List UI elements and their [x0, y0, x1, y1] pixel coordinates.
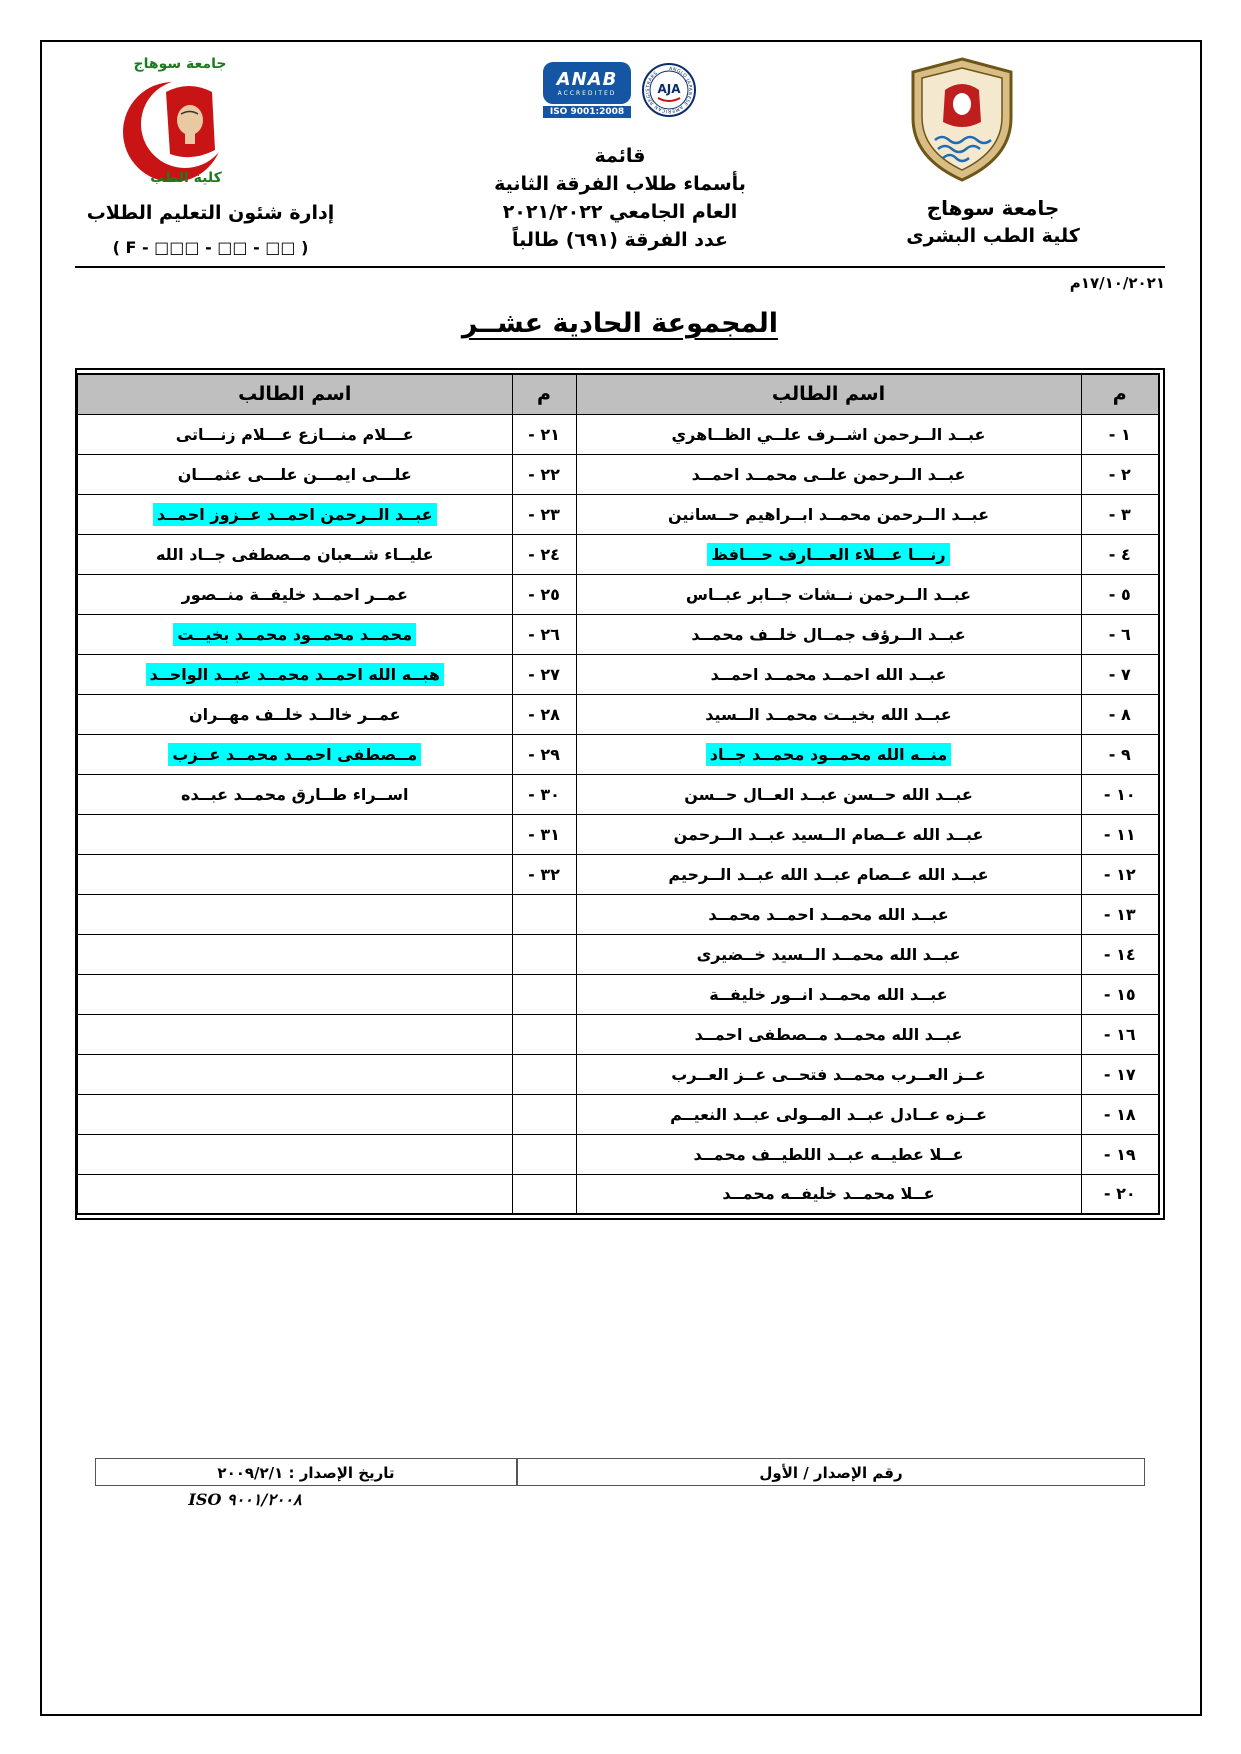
- student-name-text: عبــد الله محمــد مــصطفى احمــد: [694, 1024, 963, 1044]
- student-name-cell: [576, 494, 1081, 534]
- student-name-text: رنـــا عـــلاء العـــارف حـــافظ: [707, 543, 949, 566]
- student-name-cell: [77, 414, 512, 454]
- aja-ring-text: ANGLO JAPANESE AMERICAN REGISTRARS: [645, 66, 693, 114]
- shield-pharaoh-icon: [905, 56, 1020, 184]
- issue-number: رقم الإصدار / الأول: [517, 1458, 1145, 1486]
- student-number-cell: ٢٦ -: [512, 614, 576, 654]
- student-name-cell: [576, 454, 1081, 494]
- university-name: جامعة سوهاج: [926, 196, 1060, 220]
- student-number-cell: ٢٣ -: [512, 494, 576, 534]
- student-number-cell: ٥ -: [1081, 574, 1159, 614]
- student-number-cell: ٦ -: [1081, 614, 1159, 654]
- faculty-name: كلية الطب البشرى: [906, 225, 1080, 247]
- student-name-text: [291, 956, 299, 960]
- table-row: [77, 854, 1159, 894]
- student-name-text: عبــد الله حــسن عبــد العــال حــسن: [684, 784, 973, 804]
- student-number-cell: [512, 1094, 576, 1134]
- student-number-cell: ٢٧ -: [512, 654, 576, 694]
- student-number-cell: [512, 894, 576, 934]
- table-row: [77, 1134, 1159, 1174]
- aja-label: AJA: [657, 82, 681, 96]
- university-shield-logo: [905, 56, 1020, 184]
- student-name-text: [291, 1156, 299, 1160]
- class-count: عدد الفرقة (٦٩١) طالباً: [512, 229, 728, 251]
- student-name-cell: [77, 814, 512, 854]
- table-row: [77, 934, 1159, 974]
- department-line: إدارة شئون التعليم الطلاب: [86, 202, 335, 224]
- table-row: [77, 574, 1159, 614]
- table-row: [77, 494, 1159, 534]
- student-number-cell: ١٨ -: [1081, 1094, 1159, 1134]
- table-row: [77, 774, 1159, 814]
- list-word: قائمة: [594, 145, 646, 167]
- col-header-num-right: م: [1081, 374, 1159, 414]
- student-name-text: عبــد الله عــصام عبــد الله عبــد الــرحيم: [668, 864, 989, 884]
- table-row: [77, 1014, 1159, 1054]
- student-name-text: [291, 916, 299, 920]
- student-name-cell: [576, 614, 1081, 654]
- table-row: [77, 1174, 1159, 1214]
- student-name-text: عبــد الــرؤف جمــال خلــف محمــد: [691, 624, 966, 644]
- table-row: [77, 414, 1159, 454]
- student-name-cell: [77, 1094, 512, 1134]
- student-number-cell: ٢٠ -: [1081, 1174, 1159, 1214]
- student-name-cell: [576, 734, 1081, 774]
- student-name-cell: [77, 894, 512, 934]
- student-number-cell: ٤ -: [1081, 534, 1159, 574]
- student-number-cell: ١٢ -: [1081, 854, 1159, 894]
- logo-university-text: جامعة سوهاج: [133, 56, 227, 72]
- student-name-text: عبــد الــرحمن اشــرف علــي الظــاهري: [671, 424, 986, 444]
- student-name-cell: [576, 854, 1081, 894]
- student-name-text: [291, 1116, 299, 1120]
- student-name-cell: [576, 1174, 1081, 1214]
- students-table: [75, 368, 1165, 1220]
- student-number-cell: [512, 974, 576, 1014]
- student-name-text: عبــد الله محمــد الــسيد خــضيرى: [696, 944, 961, 964]
- student-name-cell: [77, 734, 512, 774]
- table-row: [77, 534, 1159, 574]
- anab-accredited-label: ACCREDITED: [557, 90, 617, 97]
- table-header-row: [77, 374, 1159, 414]
- student-name-text: [291, 876, 299, 880]
- student-name-cell: [576, 1054, 1081, 1094]
- student-number-cell: ١٥ -: [1081, 974, 1159, 1014]
- student-name-text: عليــاء شــعبان مــصطفى جــاد الله: [155, 544, 434, 564]
- aja-logo: [641, 62, 697, 122]
- student-number-cell: ١ -: [1081, 414, 1159, 454]
- header-divider: [75, 266, 1165, 268]
- student-name-cell: [576, 1134, 1081, 1174]
- student-number-cell: ٢ -: [1081, 454, 1159, 494]
- table-row: [77, 734, 1159, 774]
- student-name-text: [291, 1195, 299, 1199]
- document-date: ١٧/١٠/٢٠٢١م: [1069, 274, 1165, 292]
- student-name-text: [291, 1076, 299, 1080]
- student-name-cell: [576, 974, 1081, 1014]
- header-center-block: [425, 62, 815, 254]
- student-name-cell: [77, 534, 512, 574]
- table-row: [77, 814, 1159, 854]
- student-name-text: عبــد الــرحمن علــى محمــد احمــد: [691, 464, 966, 484]
- certification-logos: [425, 62, 815, 142]
- student-name-cell: [576, 934, 1081, 974]
- student-name-text: عــلا محمــد خليفــه محمــد: [722, 1184, 935, 1204]
- table-row: [77, 1094, 1159, 1134]
- student-name-cell: [77, 454, 512, 494]
- student-number-cell: [512, 1134, 576, 1174]
- student-name-cell: [576, 814, 1081, 854]
- student-number-cell: ١٣ -: [1081, 894, 1159, 934]
- student-name-text: عبــد الله محمــد انــور خليفــة: [709, 984, 948, 1004]
- issue-date: تاريخ الإصدار : ٢٠٠٩/٢/١: [95, 1458, 517, 1486]
- student-name-text: [291, 1036, 299, 1040]
- student-number-cell: ٢١ -: [512, 414, 576, 454]
- group-title: المجموعة الحادية عشــر: [461, 308, 779, 339]
- student-number-cell: ٣١ -: [512, 814, 576, 854]
- student-number-cell: ١١ -: [1081, 814, 1159, 854]
- student-name-cell: [77, 694, 512, 734]
- table-row: [77, 454, 1159, 494]
- student-name-cell: [77, 614, 512, 654]
- student-name-text: عبــد الله محمــد احمــد محمــد: [708, 904, 949, 924]
- table-row: [77, 694, 1159, 734]
- student-name-cell: [576, 574, 1081, 614]
- student-name-text: عمــر خالــد خلــف مهــران: [188, 704, 401, 724]
- student-name-cell: [77, 654, 512, 694]
- student-number-cell: ١٠ -: [1081, 774, 1159, 814]
- table-row: [77, 974, 1159, 1014]
- iso-note: ISO ٩٠٠١/٢٠٠٨: [188, 1490, 302, 1509]
- student-name-cell: [576, 1014, 1081, 1054]
- student-number-cell: ١٩ -: [1081, 1134, 1159, 1174]
- student-name-text: علـــى ايمـــن علـــى عثمـــان: [177, 464, 412, 484]
- student-name-text: عــلا عطيــه عبــد اللطيــف محمــد: [693, 1144, 964, 1164]
- faculty-crescent-logo: [88, 52, 273, 192]
- student-number-cell: ٢٩ -: [512, 734, 576, 774]
- student-name-cell: [576, 774, 1081, 814]
- student-name-text: عمــر احمــد خليفــة منــصور: [181, 584, 408, 604]
- student-name-text: محمــد محمــود محمــد بخيــت: [173, 623, 416, 646]
- student-number-cell: [512, 1174, 576, 1214]
- col-header-name-right: اسم الطالب: [576, 374, 1081, 414]
- student-number-cell: ١٤ -: [1081, 934, 1159, 974]
- student-name-cell: [77, 854, 512, 894]
- aja-seal-icon: [641, 62, 697, 118]
- student-number-cell: ٣٢ -: [512, 854, 576, 894]
- student-name-text: عبــد الله عــصام الــسيد عبــد الــرحمن: [673, 824, 984, 844]
- student-name-cell: [77, 1054, 512, 1094]
- student-name-text: [291, 836, 299, 840]
- student-name-cell: [77, 1174, 512, 1214]
- student-number-cell: ٣٠ -: [512, 774, 576, 814]
- table-row: [77, 654, 1159, 694]
- student-name-text: منــه الله محمــود محمــد جــاد: [706, 743, 951, 766]
- student-number-cell: ٢٥ -: [512, 574, 576, 614]
- student-number-cell: ٩ -: [1081, 734, 1159, 774]
- col-header-num-left: م: [512, 374, 576, 414]
- table-row: [77, 1054, 1159, 1094]
- student-number-cell: ١٧ -: [1081, 1054, 1159, 1094]
- anab-badge: [543, 62, 631, 104]
- student-name-text: عبــد الــرحمن محمــد ابــراهيم حــسانين: [667, 504, 990, 524]
- student-name-cell: [576, 894, 1081, 934]
- student-number-cell: [512, 1014, 576, 1054]
- student-number-cell: ٢٢ -: [512, 454, 576, 494]
- crescent-pharaoh-icon: [88, 52, 273, 192]
- student-name-cell: [77, 774, 512, 814]
- student-name-cell: [77, 974, 512, 1014]
- student-number-cell: ٣ -: [1081, 494, 1159, 534]
- student-name-cell: [576, 534, 1081, 574]
- student-name-cell: [576, 694, 1081, 734]
- student-name-text: عـــلام منـــازع عـــلام زنـــاتى: [175, 424, 414, 444]
- list-subtitle: بأسماء طلاب الفرقة الثانية: [494, 173, 746, 195]
- student-name-cell: [77, 1014, 512, 1054]
- col-header-name-left: اسم الطالب: [77, 374, 512, 414]
- form-code-line: ( F - □□□ - □□ - □□ ): [112, 238, 309, 257]
- student-number-cell: ٢٨ -: [512, 694, 576, 734]
- anab-iso-label: ISO 9001:2008: [543, 106, 631, 118]
- student-number-cell: ٧ -: [1081, 654, 1159, 694]
- student-name-cell: [576, 414, 1081, 454]
- student-name-text: مــصطفى احمــد محمــد عــزب: [168, 743, 421, 766]
- student-name-text: عبــد الله احمــد محمــد احمــد: [710, 664, 947, 684]
- student-name-cell: [77, 934, 512, 974]
- student-number-cell: [512, 1054, 576, 1094]
- academic-year: العام الجامعي ٢٠٢١/٢٠٢٢: [502, 201, 738, 223]
- table-row: [77, 614, 1159, 654]
- student-name-text: هبــه الله احمــد محمــد عبــد الواحــد: [146, 663, 444, 686]
- student-name-text: عبــد الله بخيــت محمــد الــسيد: [705, 704, 952, 724]
- student-number-cell: ٨ -: [1081, 694, 1159, 734]
- student-name-text: عــزه عــادل عبــد المــولى عبــد النعيــم: [670, 1104, 987, 1124]
- logo-faculty-text: كلية الطب: [150, 170, 222, 186]
- anab-label: ANAB: [556, 69, 618, 90]
- student-name-text: عبــد الــرحمن احمــد عــزوز احمــد: [153, 503, 437, 526]
- table-row: [77, 894, 1159, 934]
- student-name-text: [291, 996, 299, 1000]
- student-number-cell: ٢٤ -: [512, 534, 576, 574]
- anab-logo: [543, 62, 631, 118]
- student-name-text: عبــد الــرحمن نــشات جــابر عبــاس: [685, 584, 972, 604]
- student-name-text: اســراء طــارق محمــد عبــده: [181, 784, 409, 804]
- student-name-cell: [576, 654, 1081, 694]
- student-number-cell: ١٦ -: [1081, 1014, 1159, 1054]
- student-number-cell: [512, 934, 576, 974]
- student-name-cell: [576, 1094, 1081, 1134]
- student-name-text: عــز العــرب محمــد فتحــى عــز العــرب: [671, 1064, 986, 1084]
- student-name-cell: [77, 494, 512, 534]
- student-name-cell: [77, 574, 512, 614]
- student-name-cell: [77, 1134, 512, 1174]
